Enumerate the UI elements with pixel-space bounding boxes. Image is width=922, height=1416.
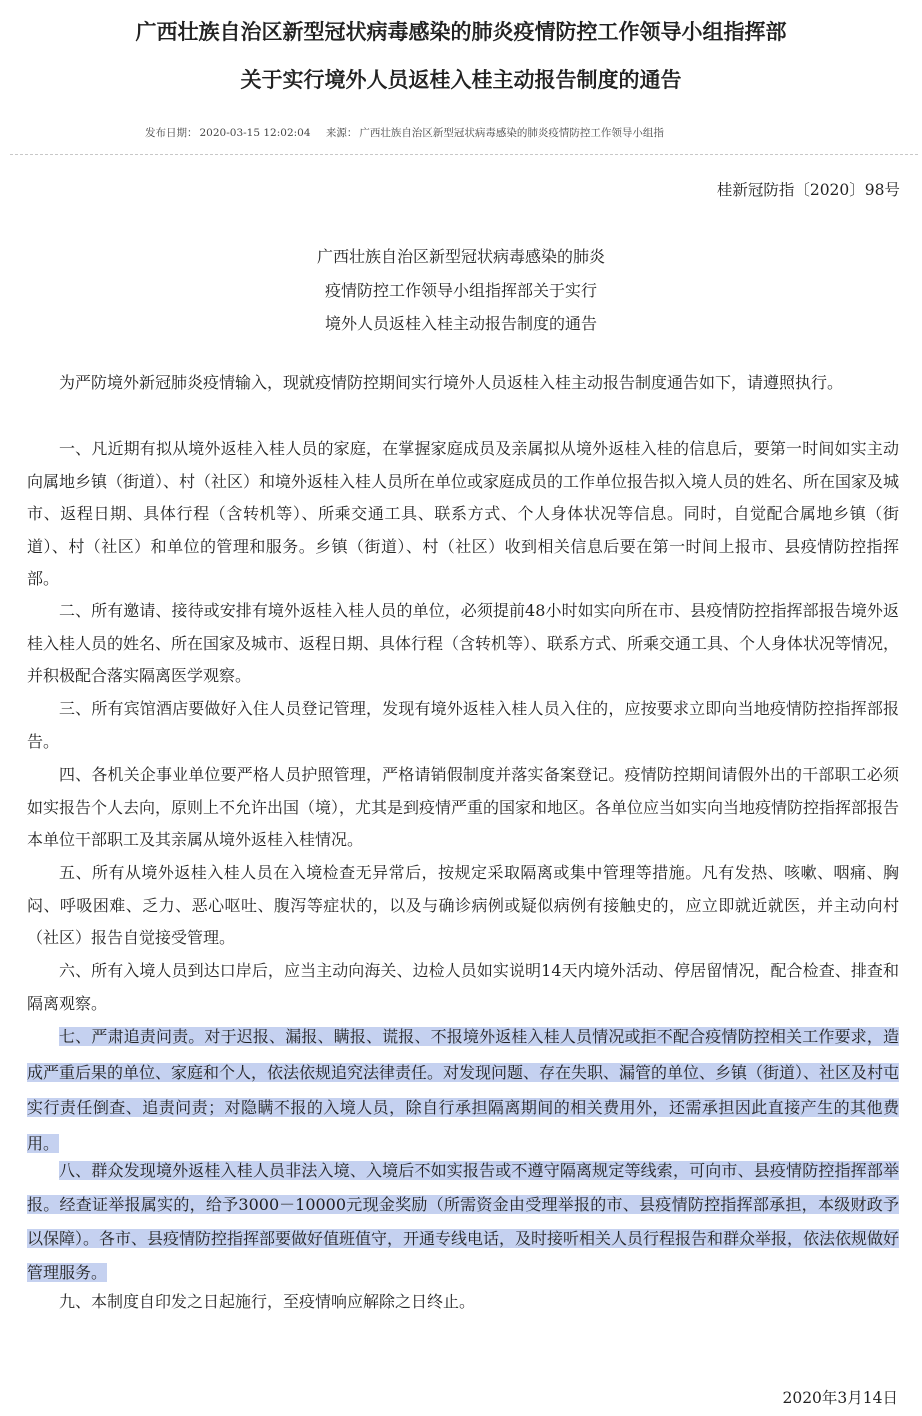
paragraph-item-1: 一、凡近期有拟从境外返桂入桂人员的家庭，在掌握家庭成员及亲属拟从境外返桂入桂的信息后，要第一时间如实主动向属地乡镇（街道）、村（社区）和境外返桂入桂人员所在单位或家庭成员的工作单位报告拟入境人员的姓名、所在国家及城市、返程日期、具体行程（含转机等）、所乘交通工具、联系方式、个人身体状况等信息。同时，自觉配合属地乡镇（街道）、村（社区）和单位的管理和服务。乡镇（街道）、村（社区）收到相关信息后要在第一时间上报市、县疫情防控指挥部。 (27, 439, 900, 588)
paragraph-item-4: 四、各机关企事业单位要严格人员护照管理，严格请销假制度并落实备案登记。疫情防控期间请假外出的干部职工必须如实报告个人去向，原则上不允许出国（境），尤其是到疫情严重的国家和地区。各单位应当如实向当地疫情防控指挥部报告本单位干部职工及其亲属从境外返桂入桂情况。 (27, 765, 900, 849)
source-name: 广西壮族自治区新型冠状病毒感染的肺炎疫情防控工作领导小组指 (359, 127, 664, 139)
publish-meta (145, 125, 666, 140)
page-title-line1: 广西壮族自治区新型冠状病毒感染的肺炎疫情防控工作领导小组指挥部 (135, 19, 787, 44)
issue-date: 2020年3月14日 (782, 1389, 898, 1407)
paragraph-item-5: 五、所有从境外返桂入桂人员在入境检查无异常后，按规定采取隔离或集中管理等措施。凡有发热、咳嗽、咽痛、胸闷、呼吸困难、乏力、恶心呕吐、腹泻等症状的，以及与确诊病例或疑似病例有接触史的，应立即就近就医，并主动向村（社区）报告自觉接受管理。 (27, 863, 899, 947)
publish-date: 2020-03-15 12:02:04 (199, 127, 311, 139)
inner-title-line1: 广西壮族自治区新型冠状病毒感染的肺炎 (316, 247, 605, 266)
publish-date-label: 发布日期： (145, 127, 198, 139)
paragraph-item-8-highlighted (27, 1154, 899, 1290)
selection-highlight: 八、群众发现境外返桂入桂人员非法入境、入境后不如实报告或不遵守隔离规定等线索，可向市、县疫情防控指挥部举报。经查证举报属实的，给予3000－10000元现金奖励（所需资金由受理举报的市、县疫情防控指挥部承担，本级财政予以保障）。各市、县疫情防控指挥部要做好值班值守，开通专线电话，及时接听相关人员行程报告和群众举报，依法依规做好管理服务。 (27, 1161, 900, 1282)
paragraph-item-3: 三、所有宾馆酒店要做好入住人员登记管理，发现有境外返桂入桂人员入住的，应按要求立即向当地疫情防控指挥部报告。 (27, 699, 899, 751)
document-number: 桂新冠防指〔2020〕98号 (716, 181, 900, 199)
paragraph-item-2: 二、所有邀请、接待或安排有境外返桂入桂人员的单位，必须提前48小时如实向所在市、县疫情防控指挥部报告境外返桂入桂人员的姓名、所在国家及城市、返程日期、具体行程（含转机等）、联系方式、所乘交通工具、个人身体状况等情况，并积极配合落实隔离医学观察。 (27, 601, 900, 685)
header-divider (10, 154, 918, 155)
selection-highlight: 七、严肃追责问责。对于迟报、漏报、瞒报、谎报、不报境外返桂入桂人员情况或拒不配合疫情防控相关工作要求，造成严重后果的单位、家庭和个人，依法依规追究法律责任。对发现问题、存在失职、漏管的单位、乡镇（街道）、社区及村屯实行责任倒查、追责问责；对隐瞒不报的入境人员，除自行承担隔离期间的相关费用外，还需承担因此直接产生的其他费用。 (27, 1027, 900, 1153)
paragraph-item-6: 六、所有入境人员到达口岸后，应当主动向海关、边检人员如实说明14天内境外活动、停居留情况，配合检查、排查和隔离观察。 (27, 961, 899, 1013)
paragraph-intro: 为严防境外新冠肺炎疫情输入，现就疫情防控期间实行境外人员返桂入桂主动报告制度通告如下，请遵照执行。 (59, 373, 844, 392)
inner-title-line2: 疫情防控工作领导小组指挥部关于实行 (324, 281, 597, 300)
paragraph-item-9: 九、本制度自印发之日起施行，至疫情响应解除之日终止。 (59, 1292, 476, 1311)
page-title-line2: 关于实行境外人员返桂入桂主动报告制度的通告 (240, 67, 682, 92)
inner-title-line3: 境外人员返桂入桂主动报告制度的通告 (324, 314, 597, 333)
paragraph-item-7-highlighted (27, 1019, 899, 1161)
source-label: 来源： (325, 127, 358, 139)
